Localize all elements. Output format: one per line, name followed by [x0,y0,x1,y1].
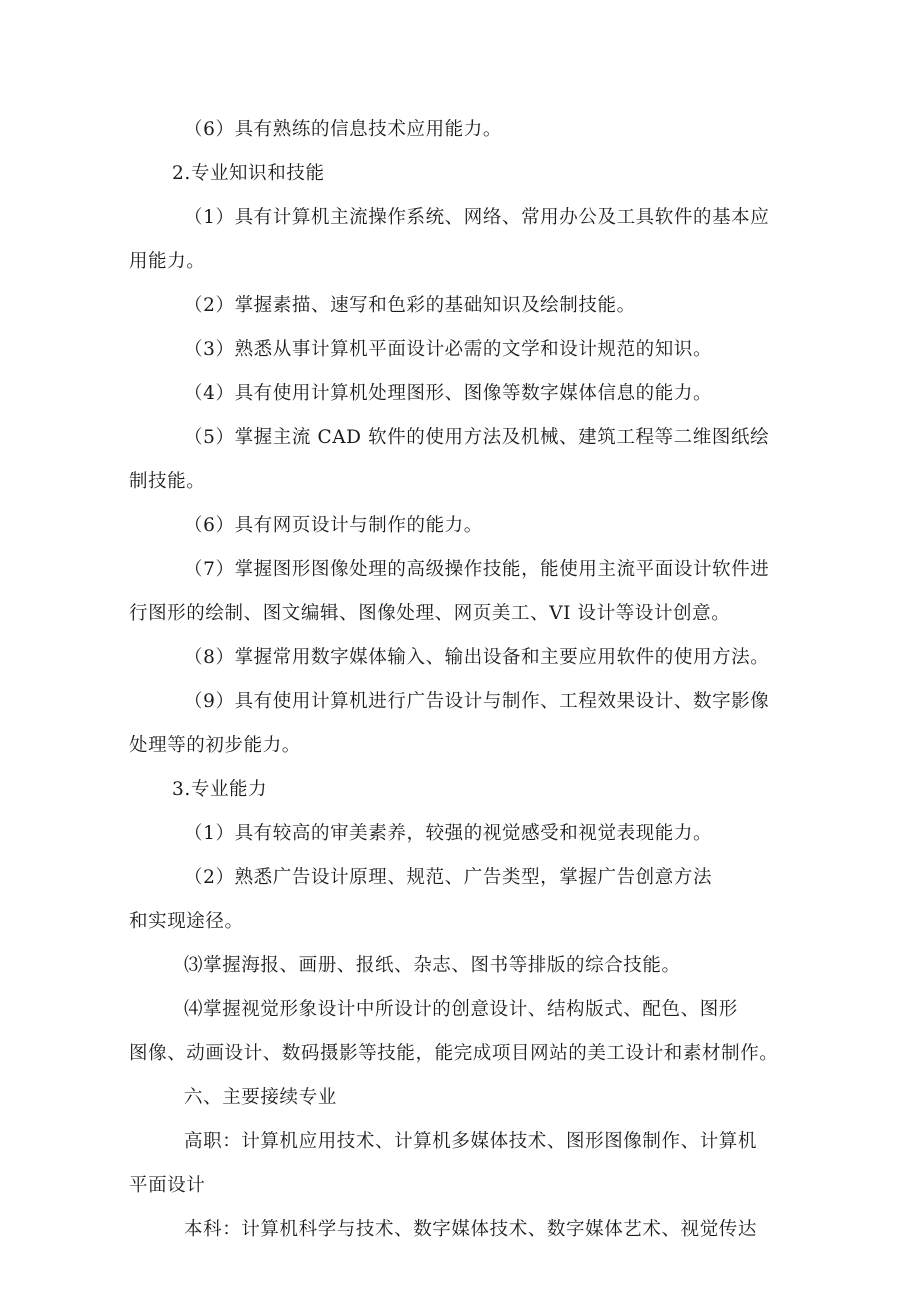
para-higher-vocational-cont: 平面设计 [129,1175,206,1196]
para-knowledge-2: （2）掌握素描、速写和色彩的基础知识及绘制技能。 [184,295,636,316]
para-knowledge-4: （4）具有使用计算机处理图形、图像等数字媒体信息的能力。 [184,383,713,404]
heading-professional-knowledge: 2.专业知识和技能 [172,163,325,184]
para-knowledge-5: （5）掌握主流 CAD 软件的使用方法及机械、建筑工程等二维图纸绘 [184,427,770,448]
para-general-6: （6）具有熟练的信息技术应用能力。 [184,119,502,140]
para-ability-4: ⑷掌握视觉形象设计中所设计的创意设计、结构版式、配色、图形 [184,999,738,1020]
heading-professional-ability: 3.专业能力 [172,779,268,800]
para-knowledge-1-cont: 用能力。 [129,251,206,272]
para-knowledge-5-cont: 制技能。 [129,471,206,492]
para-knowledge-9-cont: 处理等的初步能力。 [129,735,301,756]
para-higher-vocational: 高职：计算机应用技术、计算机多媒体技术、图形图像制作、计算机 [184,1131,758,1152]
para-knowledge-7-cont: 行图形的绘制、图文编辑、图像处理、网页美工、VI 设计等设计创意。 [129,603,731,624]
para-knowledge-3: （3）熟悉从事计算机平面设计必需的文学和设计规范的知识。 [184,339,713,360]
para-ability-2-cont: 和实现途径。 [129,911,244,932]
para-knowledge-1: （1）具有计算机主流操作系统、网络、常用办公及工具软件的基本应 [184,207,770,228]
para-ability-1: （1）具有较高的审美素养，较强的视觉感受和视觉表现能力。 [184,823,713,844]
para-knowledge-6: （6）具有网页设计与制作的能力。 [184,515,483,536]
para-knowledge-8: （8）掌握常用数字媒体输入、输出设备和主要应用软件的使用方法。 [184,647,770,668]
para-knowledge-9: （9）具有使用计算机进行广告设计与制作、工程效果设计、数字影像 [184,691,770,712]
para-ability-3: ⑶掌握海报、画册、报纸、杂志、图书等排版的综合技能。 [184,955,681,976]
para-ability-4-cont: 图像、动画设计、数码摄影等技能，能完成项目网站的美工设计和素材制作。 [129,1043,779,1064]
heading-continuing-majors: 六、主要接续专业 [184,1087,337,1108]
para-ability-2: （2）熟悉广告设计原理、规范、广告类型，掌握广告创意方法 [184,867,713,888]
para-knowledge-7: （7）掌握图形图像处理的高级操作技能，能使用主流平面设计软件进 [184,559,770,580]
para-undergraduate: 本科：计算机科学与技术、数字媒体技术、数字媒体艺术、视觉传达 [184,1219,758,1240]
